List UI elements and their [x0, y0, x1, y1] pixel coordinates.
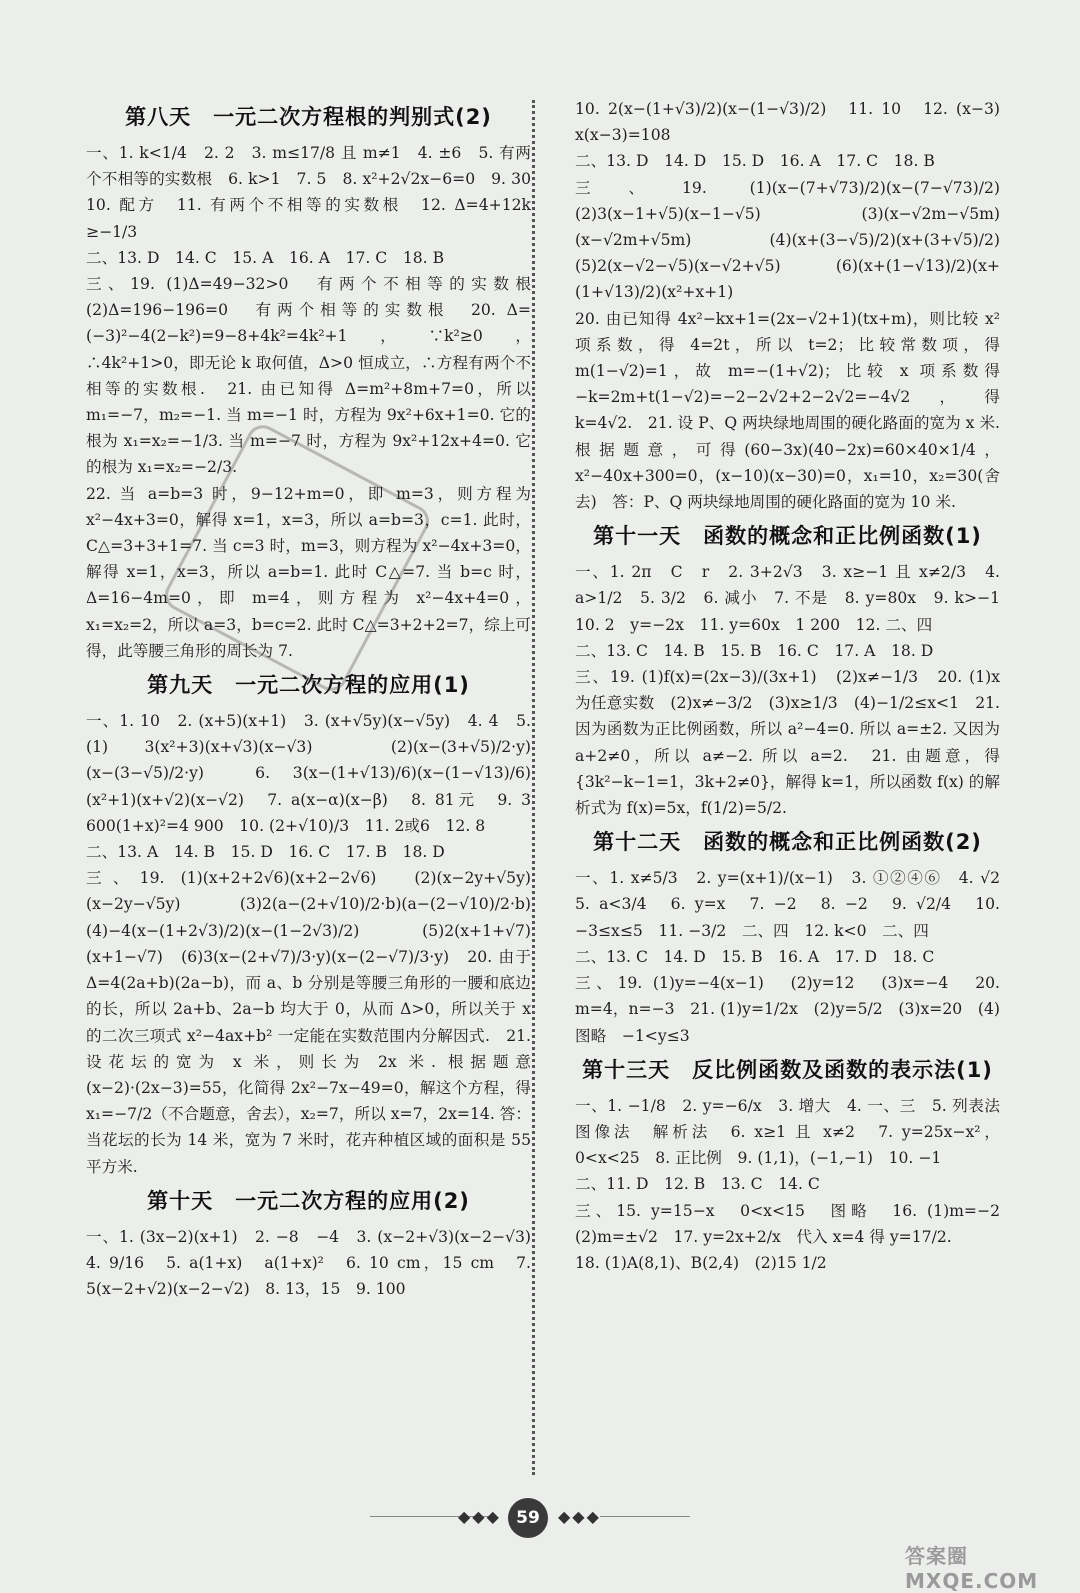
answer-fill-blank: 一、1. x≠5/3 2. y=(x+1)/(x−1) 3. ①②④⑥ 4. √2 5. a<3/4 6. y=x 7. −2 8. −2 9. √2/4 10. −3≤x≤5 11. −3/2 二、四 12. k<0 二、四: [575, 869, 1016, 940]
footer-diamond-icons-left: ◆◆◆: [458, 1507, 501, 1526]
section-title-day13: 第十三天 反比例函数及函数的表示法(1): [582, 1057, 993, 1082]
section-title-day8: 第八天 一元二次方程根的判别式(2): [125, 105, 492, 129]
answer-solution: 三、15. y=15−x 0<x<15 图略 16. (1)m=−2 (2)m=±√2 17. y=2x+2/x 代入 x=4 得 y=17/2.: [575, 1201, 1016, 1246]
answer-solution: 三、19. (1)(x−(7+√73)/2)(x−(7−√73)/2) (2)3(x−1+√5)(x−1−√5) (3)(x−√2m−√5m)(x−√2m+√5m) (4)(x+(3−√5)/2)(x+(3+√5)/2) (5)2(x−√2−√5)(x−√2+√5) (6)(x+(1−√13)/2)(x+(1+√13)/2)(x²+x+1): [575, 178, 1016, 302]
answer-solution: 三、19. (1)Δ=49−32>0 有两个不相等的实数根 (2)Δ=196−196=0 有两个相等的实数根 20. Δ=(−3)²−4(2−k²)=9−8+4k²=4k²+1，∵k²≥0，∴4k²+1>0，即无论 k 取何值，Δ>0 恒成立，∴方程有两个不相等的实数根. 21. 由已知得 Δ=m²+8m+7=0，所以 m₁=−7，m₂=−1. 当 m=−1 时，方程为 9x²+6x+1=0. 它的根为 x₁=x₂=−1/3. 当 m=−7 时，方程为 9x²+12x+4=0. 它的根为 x₁=x₂=−2/3.: [86, 275, 547, 477]
page-footer: [0, 1498, 1080, 1538]
answer-solution: 三、19. (1)y=−4(x−1) (2)y=12 (3)x=−4 20. m=4，n=−3 21. (1)y=1/2x (2)y=5/2 (3)x=20 (4)图略 −1<y≤3: [575, 974, 1000, 1045]
column-divider: [532, 100, 535, 1475]
answer-choice: 二、11. D 12. B 13. C 14. C: [575, 1175, 820, 1194]
answer-solution-22: 22. 当 a=b=3 时，9−12+m=0，即 m=3，则方程为 x²−4x+3=0，解得 x=1，x=3，所以 a=b=3，c=1. 此时，C△=3+3+1=7. 当 c=3 时，m=3，则方程为 x²−4x+3=0，解得 x=1，x=3，所以 a=b=1. 此时 C△=7. 当 b=c 时，Δ=16−4m=0，即 m=4，则方程为 x²−4x+4=0，x₁=x₂=2，所以 a=3，b=c=2. 此时 C△=3+2+2=7，综上可得，此等腰三角形的周长为 7.: [86, 484, 531, 660]
answer-solution-18: 18. (1)A(8,1)、B(2,4) (2)15 1/2: [575, 1253, 827, 1272]
section-title-day9: 第九天 一元二次方程的应用(1): [147, 673, 470, 698]
site-watermark: 答案圈 MXQE.COM: [905, 1544, 1039, 1593]
answer-choice: 二、13. A 14. B 15. D 16. C 17. B 18. D: [86, 843, 445, 862]
answer-fill-blank: 一、1. (3x−2)(x+1) 2. −8 −4 3. (x−2+√3)(x−2−√3) 4. 9/16 5. a(1+x) a(1+x)² 6. 10 cm，15 cm 7. 5(x−2+√2)(x−2−√2) 8. 13，15 9. 100: [86, 1227, 547, 1299]
answer-solution-20-21: 20. 由已知得 4x²−kx+1=(2x−√2+1)(tx+m)，则比较 x² 项系数，得 4=2t，所以 t=2；比较常数项，得 m(1−√2)=1，故 m=−(1+√2)；比较 x 项系数得 −k=2m+t(1−√2)=−2−2√2+2−2√2=−4√2，得 k=4√2. 21. 设 P、Q 两块绿地周围的硬化路面的宽为 x 米. 根据题意，可得(60−3x)(40−2x)=60×40×1/4，x²−40x+300=0，(x−10)(x−30)=0，x₁=10，x₂=30(舍去) 答：P、Q 两块绿地周围的硬化路面的宽为 10 米.: [575, 309, 1000, 512]
answer-choice: 二、13. C 14. D 15. B 16. A 17. D 18. C: [575, 947, 935, 966]
left-column: [86, 96, 547, 1302]
answer-choice: 二、13. C 14. B 15. B 16. C 17. A 18. D: [575, 641, 934, 660]
answer-fill-blank-cont: 10. 2(x−(1+√3)/2)(x−(1−√3)/2) 11. 10 12. (x−3) x(x−3)=108: [575, 100, 1016, 145]
section-title-day12: 第十二天 函数的概念和正比例函数(2): [593, 830, 982, 855]
answer-solution: 三、19. (1)f(x)=(2x−3)/(3x+1) (2)x≠−1/3 20. (1)x 为任意实数 (2)x≠−3/2 (3)x≥1/3 (4)−1/2≤x<1 21. 因为函数为正比例函数，所以 a²−4=0. 所以 a=±2. 又因为 a+2≠0，所以 a≠−2. 所以 a=2. 21. 由题意，得 {3k²−k−1=1，3k+2≠0}，解得 k=1，所以函数 f(x) 的解析式为 f(x)=5x，f(1/2)=5/2.: [575, 668, 1000, 818]
answer-choice: 二、13. D 14. C 15. A 16. A 17. C 18. B: [86, 248, 445, 267]
section-title-day10: 第十天 一元二次方程的应用(2): [147, 1188, 470, 1213]
answer-fill-blank: 一、1. k<1/4 2. 2 3. m≤17/8 且 m≠1 4. ±6 5. 有两个不相等的实数根 6. k>1 7. 5 8. x²+2√2x−6=0 9. 30 10. 配方 11. 有两个不相等的实数根 12. Δ=4+12k ≥−1/3: [86, 144, 547, 241]
page-number: 59: [508, 1498, 548, 1538]
answer-fill-blank: 一、1. −1/8 2. y=−6/x 3. 增大 4. 一、三 5. 列表法 图像法 解析法 6. x≥1 且 x≠2 7. y=25x−x²，0<x<25 8. 正比例 9. (1,1)，(−1,−1) 10. −1: [575, 1096, 1016, 1168]
answer-fill-blank: 一、1. 2π C r 2. 3+2√3 3. x≥−1 且 x≠2/3 4. a>1/2 5. 3/2 6. 减小 7. 不是 8. y=80x 9. k>−1 10. 2 y=−2x 11. y=60x 1 200 12. 二、四: [575, 563, 1016, 634]
answer-choice: 二、13. D 14. D 15. D 16. A 17. C 18. B: [575, 152, 935, 171]
section-title-day11: 第十一天 函数的概念和正比例函数(1): [593, 524, 982, 549]
answer-fill-blank: 一、1. 10 2. (x+5)(x+1) 3. (x+√5y)(x−√5y) 4. 4 5. (1) 3(x²+3)(x+√3)(x−√3) (2)(x−(3+√5)/2·y)(x−(3−√5)/2·y) 6. 3(x−(1+√13)/6)(x−(1−√13)/6) (x²+1)(x+√2)(x−√2) 7. a(x−α)(x−β) 8. 81元 9. 3 600(1+x)²=4 900 10. (2+√10)/3 11. 2或6 12. 8: [86, 712, 547, 835]
right-column: [575, 96, 1016, 1276]
footer-rule-right: [600, 1516, 690, 1517]
footer-diamond-icons-right: ◆◆◆: [558, 1507, 601, 1526]
answer-solution: 三、19. (1)(x+2+2√6)(x+2−2√6) (2)(x−2y+√5y)(x−2y−√5y) (3)2(a−(2+√10)/2·b)(a−(2−√10)/2·b) (4)−4(x−(1+2√3)/2)(x−(1−2√3)/2) (5)2(x+1+√7)(x+1−√7) (6)3(x−(2+√7)/3·y)(x−(2−√7)/3·y) 20. 由于 Δ=4(2a+b)(2a−b)，而 a、b 分别是等腰三角形的一腰和底边的长，所以 2a+b、2a−b 均大于 0，从而 Δ>0，所以关于 x 的二次三项式 x²−4ax+b² 一定能在实数范围内分解因式. 21. 设花坛的宽为 x 米，则长为 2x 米. 根据题意(x−2)·(2x−3)=55，化简得 2x²−7x−49=0，解这个方程，得 x₁=−7/2（不合题意，舍去），x₂=7，所以 x=7，2x=14. 答：当花坛的长为 14 米，宽为 7 米时，花卉种植区域的面积是 55 平方米.: [86, 869, 547, 1176]
